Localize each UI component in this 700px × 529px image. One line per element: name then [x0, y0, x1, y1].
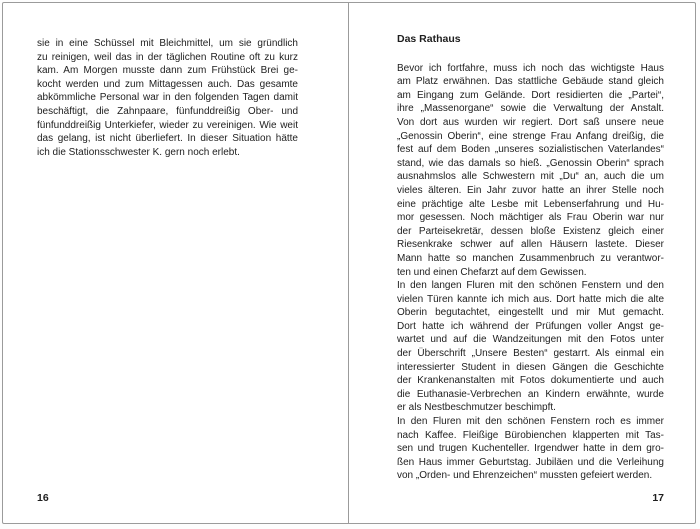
- text-line: der Überschrift „Unsere Besten“ gestarrt. Als einmal ein: [397, 348, 664, 360]
- right-page-body: [397, 62, 664, 483]
- text-line: interessierter Student in diesen Gängen die Geschichte: [397, 361, 664, 373]
- text-line: ten und einen Chefarzt auf dem Gewissen.: [397, 266, 587, 278]
- text-line: eine prächtige alte Lesbe mit Lebenserfahrung und Hu-: [397, 198, 664, 210]
- page-number-right: 17: [652, 492, 664, 504]
- text-line: Von dort aus wurden wir regiert. Dort saß unsere neue: [397, 116, 664, 128]
- text-line: nach Kaffee. Fleißige Bürobienchen klapperten mit Tas-: [397, 429, 664, 441]
- right-page-text: [397, 33, 664, 483]
- text-line: Oberin begutachtet, eingestellt und mir Mut gemacht.: [397, 307, 664, 319]
- text-line: das gelang, ist nicht überliefert. In dieser Situation hätte: [37, 133, 298, 145]
- text-line: sie in eine Schüssel mit Bleichmittel, um sie gründlich: [37, 38, 298, 49]
- text-line: fest auf dem Boden „unseres sozialistischen Vaterlandes“: [397, 144, 664, 156]
- text-line: Mann hatte so manchen Zusammenbruch zu verantwor-: [397, 252, 664, 264]
- page-right: [349, 3, 695, 523]
- text-line: wartet und auf die Wandzeitungen mit den Fotos unter: [397, 334, 664, 346]
- paragraph: [397, 415, 664, 483]
- text-line: beschäftigt, die Zahnpaare, fünfunddreißig Ober- und: [37, 105, 298, 117]
- text-line: kam. Am Morgen musste dann zum Frühstück Brei ge-: [37, 65, 298, 77]
- text-line: In den Fluren mit den schönen Fenstern roch es immer: [397, 416, 664, 428]
- text-line: am Eingang zum Gelände. Dort residierten die „Partei“,: [397, 89, 664, 101]
- text-line: vieles älteren. Ein Jahr zuvor hatte an ihrer Stelle noch: [397, 184, 664, 196]
- text-line: Dort hatte ich während der Prüfungen voller Angst ge-: [397, 320, 664, 332]
- paragraph: [397, 279, 664, 415]
- text-line: Bevor ich fortfahre, muss ich noch das wichtigste Haus: [397, 62, 664, 74]
- text-line: mor gesessen. Noch mächtiger als Frau Oberin war nur: [397, 212, 664, 224]
- text-line: sen und trugen Kuchenteller. Irgendwer hatte in dem gro-: [397, 443, 664, 455]
- text-line: stand, wie das damals so hieß. „Genossin Oberin“ sprach: [397, 157, 664, 169]
- text-line: von „Orden- und Ehrenzeichen“ mussten gefeiert werden.: [397, 470, 653, 482]
- text-line: er als Nestbeschmutzer beschimpft.: [397, 402, 556, 414]
- text-line: am Platz erwähnen. Das stattliche Gebäude stand gleich: [397, 76, 664, 88]
- page-left: [3, 3, 348, 523]
- paragraph: [397, 62, 664, 280]
- text-line: ihre „Massenorgane“ sowie die Verwaltung der Anstalt.: [397, 103, 664, 115]
- text-line: kocht werden und zum Mittagessen auch. Das gesamte: [37, 78, 298, 90]
- left-page-text: [37, 37, 298, 159]
- text-line: ausnahmslos alle Schwestern mit „Du“ an, auch die um: [397, 171, 664, 183]
- text-line: ßen Haus immer Geburtstag. Jubiläen und die Verleihung: [397, 456, 664, 468]
- text-line: der Parteisekretär, dessen bloße Existenz gleich einer: [397, 225, 664, 237]
- text-line: der Krankenanstalten mit Fotos dokumentierte und auch: [397, 375, 664, 387]
- text-line: „Genossin Oberin“, eine strenge Frau Anfang dreißig, die: [397, 130, 664, 142]
- chapter-heading: Das Rathaus: [397, 33, 461, 45]
- page-number-left: 16: [37, 492, 49, 504]
- text-line: abkömmliche Personal war in den folgenden Tagen damit: [37, 92, 298, 104]
- text-line: zu reinigen, weil das in der täglichen Routine oft zu kurz: [37, 51, 298, 63]
- text-line: die Euthanasie-Verbrechen an Kindern erwähnte, wurde: [397, 388, 664, 400]
- text-line: Riesenkrake schwer auf allen Häusern lastete. Dieser: [397, 239, 664, 251]
- text-line: In den langen Fluren mit den schönen Fenstern und den: [397, 280, 664, 292]
- book-spread: [2, 2, 696, 524]
- text-line: vielen Türen kannte ich mich aus. Dort hatte mich die alte: [397, 293, 664, 305]
- paragraph: [37, 37, 298, 159]
- text-line: fünfunddreißig Unterkiefer, wieder zu vereinigen. Wie weit: [37, 119, 298, 131]
- text-line: ich die Stationsschwester K. gern noch erlebt.: [37, 146, 240, 158]
